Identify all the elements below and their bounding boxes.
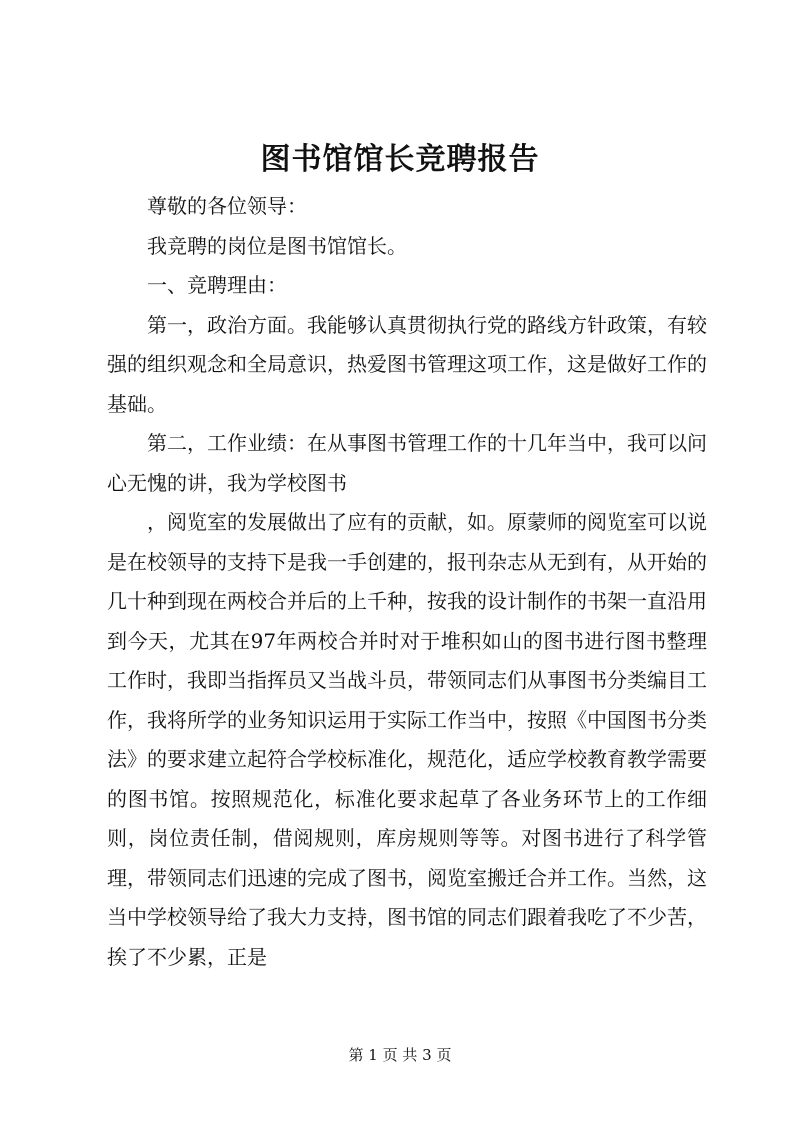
page-footer: 第 1 页 共 3 页 [348, 1046, 452, 1064]
section-heading: 一、竞聘理由： [147, 273, 287, 297]
political-paragraph: 第一，政治方面。我能够认真贯彻执行党的路线方针政策，有较强的组织观念和全局意识，热爱图书管理这项工作，这是做好工作的基础。 [107, 312, 707, 416]
document-title: 图书馆馆长竞聘报告 [260, 142, 540, 177]
document-body [107, 187, 707, 977]
achievement-paragraph: 第二，工作业绩：在从事图书管理工作的十几年当中，我可以问心无愧的讲，我为学校图书 [107, 431, 707, 495]
position-paragraph: 我竞聘的岗位是图书馆馆长。 [147, 233, 407, 258]
reading-room-paragraph: ，阅览室的发展做出了应有的贡献，如。原蒙师的阅览室可以说是在校领导的支持下是我一手创建的，报刊杂志从无到有，从开始的几十种到现在两校合并后的上千种，按我的设计制作的书架一直沿用到今天，尤其在97年两校合并时对于堆积如山的图书进行图书整理工作时，我即当指挥员又当战斗员，带领同志们从事图书分类编目工作，我将所学的业务知识运用于实际工作当中，按照《中国图书分类法》的要求建立起符合学校标准化，规范化，适应学校教育教学需要的图书馆。按照规范化，标准化要求起草了各业务环节上的工作细则，岗位责任制，借阅规则，库房规则等等。对图书进行了科学管理，带领同志们迅速的完成了图书，阅览室搬迁合并工作。当然，这当中学校领导给了我大力支持，图书馆的同志们跟着我吃了不少苦，挨了不少累，正是 [107, 510, 707, 969]
salutation-paragraph: 尊敬的各位领导： [147, 194, 307, 218]
